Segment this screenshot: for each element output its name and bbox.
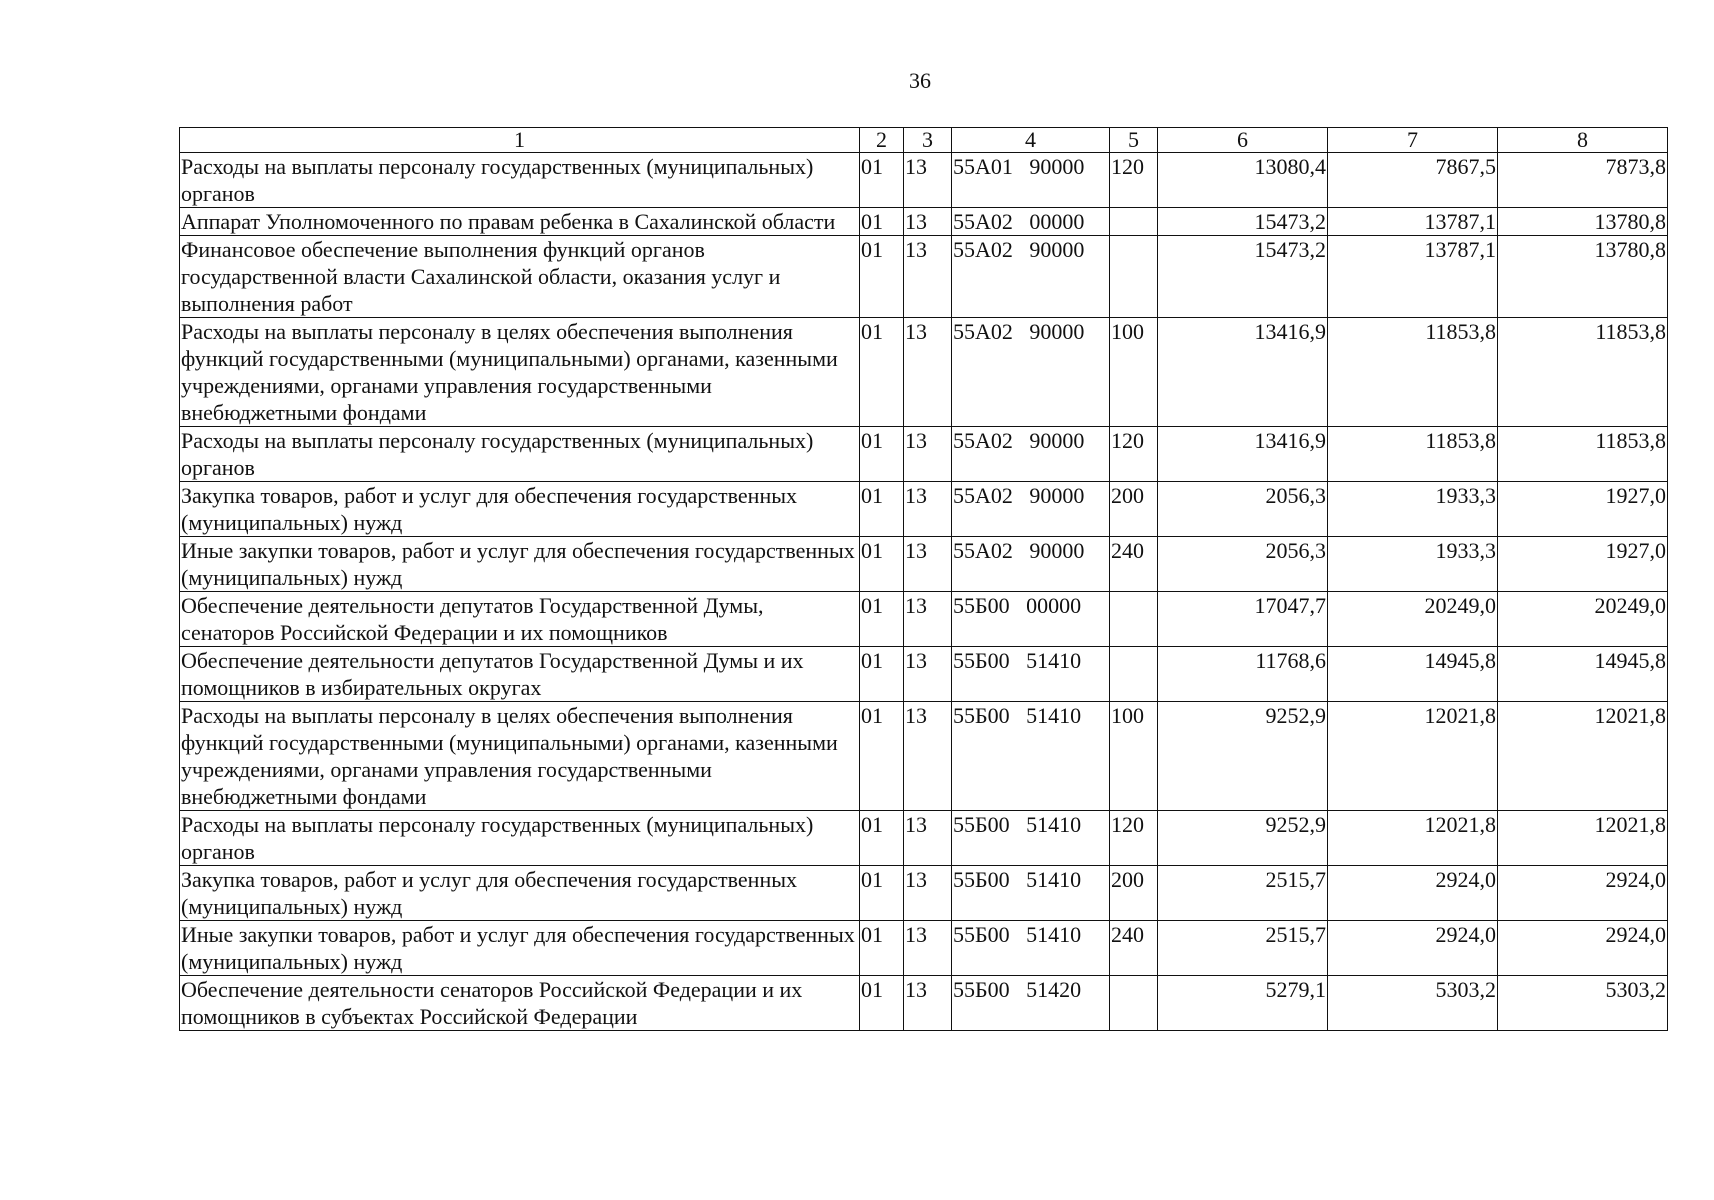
row-value-8: 2924,0 [1498, 921, 1668, 976]
row-rz: 01 [860, 921, 904, 976]
table-row [180, 537, 1668, 592]
row-name: Закупка товаров, работ и услуг для обеспечения государственных (муниципальных) нужд [180, 866, 860, 921]
row-value-8: 11853,8 [1498, 318, 1668, 427]
row-prz: 13 [904, 866, 952, 921]
row-csr: 55А02 90000 [952, 236, 1110, 318]
row-value-8: 12021,8 [1498, 811, 1668, 866]
row-value-7: 12021,8 [1328, 811, 1498, 866]
row-name: Расходы на выплаты персоналу в целях обеспечения выполнения функций государственными (муниципальными) органами, казенными учреждениями, органами управления государственными внебюджетными фондами [180, 318, 860, 427]
row-name: Расходы на выплаты персоналу в целях обеспечения выполнения функций государственными (муниципальными) органами, казенными учреждениями, органами управления государственными внебюджетными фондами [180, 702, 860, 811]
row-value-6: 17047,7 [1158, 592, 1328, 647]
row-vr: 100 [1110, 702, 1158, 811]
row-value-8: 12021,8 [1498, 702, 1668, 811]
row-vr: 120 [1110, 811, 1158, 866]
row-value-7: 12021,8 [1328, 702, 1498, 811]
row-value-6: 5279,1 [1158, 976, 1328, 1031]
row-value-7: 7867,5 [1328, 153, 1498, 208]
column-header: 5 [1110, 128, 1158, 153]
row-csr: 55А02 00000 [952, 208, 1110, 236]
table-row [180, 921, 1668, 976]
budget-table [179, 127, 1668, 1031]
row-csr: 55А02 90000 [952, 427, 1110, 482]
row-value-6: 13080,4 [1158, 153, 1328, 208]
row-csr: 55А02 90000 [952, 482, 1110, 537]
row-vr [1110, 647, 1158, 702]
row-value-7: 5303,2 [1328, 976, 1498, 1031]
row-prz: 13 [904, 811, 952, 866]
row-rz: 01 [860, 318, 904, 427]
row-csr: 55А01 90000 [952, 153, 1110, 208]
row-vr: 120 [1110, 153, 1158, 208]
table-row [180, 976, 1668, 1031]
row-value-6: 13416,9 [1158, 318, 1328, 427]
row-value-8: 14945,8 [1498, 647, 1668, 702]
row-prz: 13 [904, 318, 952, 427]
row-value-7: 11853,8 [1328, 318, 1498, 427]
row-value-8: 1927,0 [1498, 482, 1668, 537]
row-name: Закупка товаров, работ и услуг для обеспечения государственных (муниципальных) нужд [180, 482, 860, 537]
page-number: 36 [909, 68, 931, 93]
row-vr: 240 [1110, 921, 1158, 976]
row-value-6: 13416,9 [1158, 427, 1328, 482]
row-rz: 01 [860, 537, 904, 592]
row-prz: 13 [904, 921, 952, 976]
row-vr [1110, 976, 1158, 1031]
table-row [180, 318, 1668, 427]
row-vr: 200 [1110, 866, 1158, 921]
column-header-row [180, 128, 1668, 153]
table-row [180, 482, 1668, 537]
column-header: 4 [952, 128, 1110, 153]
row-prz: 13 [904, 153, 952, 208]
row-value-8: 13780,8 [1498, 208, 1668, 236]
row-rz: 01 [860, 208, 904, 236]
column-header: 6 [1158, 128, 1328, 153]
row-name: Финансовое обеспечение выполнения функций органов государственной власти Сахалинской области, оказания услуг и выполнения работ [180, 236, 860, 318]
row-name: Иные закупки товаров, работ и услуг для обеспечения государственных (муниципальных) нужд [180, 921, 860, 976]
table-row [180, 153, 1668, 208]
row-value-7: 1933,3 [1328, 537, 1498, 592]
row-value-7: 1933,3 [1328, 482, 1498, 537]
table-row [180, 866, 1668, 921]
row-value-6: 9252,9 [1158, 811, 1328, 866]
table-row [180, 236, 1668, 318]
column-header: 3 [904, 128, 952, 153]
row-value-7: 2924,0 [1328, 921, 1498, 976]
row-vr: 240 [1110, 537, 1158, 592]
row-vr [1110, 208, 1158, 236]
row-csr: 55Б00 51410 [952, 811, 1110, 866]
row-vr: 100 [1110, 318, 1158, 427]
row-value-6: 11768,6 [1158, 647, 1328, 702]
row-value-6: 15473,2 [1158, 208, 1328, 236]
row-name: Обеспечение деятельности депутатов Государственной Думы и их помощников в избирательных округах [180, 647, 860, 702]
row-prz: 13 [904, 537, 952, 592]
row-value-6: 15473,2 [1158, 236, 1328, 318]
row-prz: 13 [904, 976, 952, 1031]
row-rz: 01 [860, 647, 904, 702]
row-rz: 01 [860, 236, 904, 318]
row-value-7: 13787,1 [1328, 236, 1498, 318]
row-csr: 55Б00 51410 [952, 702, 1110, 811]
row-csr: 55А02 90000 [952, 537, 1110, 592]
row-csr: 55Б00 51410 [952, 866, 1110, 921]
row-name: Иные закупки товаров, работ и услуг для обеспечения государственных (муниципальных) нужд [180, 537, 860, 592]
column-header: 7 [1328, 128, 1498, 153]
row-value-7: 2924,0 [1328, 866, 1498, 921]
row-value-6: 9252,9 [1158, 702, 1328, 811]
row-rz: 01 [860, 976, 904, 1031]
column-header: 8 [1498, 128, 1668, 153]
row-prz: 13 [904, 427, 952, 482]
row-value-6: 2515,7 [1158, 866, 1328, 921]
table-row [180, 427, 1668, 482]
row-prz: 13 [904, 647, 952, 702]
row-value-8: 1927,0 [1498, 537, 1668, 592]
row-name: Расходы на выплаты персоналу государственных (муниципальных) органов [180, 153, 860, 208]
row-csr: 55Б00 51420 [952, 976, 1110, 1031]
row-prz: 13 [904, 702, 952, 811]
row-name: Обеспечение деятельности депутатов Государственной Думы, сенаторов Российской Федерации и их помощников [180, 592, 860, 647]
row-vr: 120 [1110, 427, 1158, 482]
row-csr: 55Б00 51410 [952, 647, 1110, 702]
row-name: Расходы на выплаты персоналу государственных (муниципальных) органов [180, 811, 860, 866]
table-row [180, 702, 1668, 811]
row-value-7: 20249,0 [1328, 592, 1498, 647]
table-row [180, 647, 1668, 702]
row-csr: 55Б00 00000 [952, 592, 1110, 647]
row-prz: 13 [904, 236, 952, 318]
row-value-8: 5303,2 [1498, 976, 1668, 1031]
table-row [180, 811, 1668, 866]
row-value-7: 11853,8 [1328, 427, 1498, 482]
row-rz: 01 [860, 811, 904, 866]
row-name: Обеспечение деятельности сенаторов Российской Федерации и их помощников в субъектах Российской Федерации [180, 976, 860, 1031]
row-rz: 01 [860, 592, 904, 647]
row-vr: 200 [1110, 482, 1158, 537]
row-value-8: 13780,8 [1498, 236, 1668, 318]
row-value-6: 2056,3 [1158, 537, 1328, 592]
row-name: Аппарат Уполномоченного по правам ребенка в Сахалинской области [180, 208, 860, 236]
row-prz: 13 [904, 592, 952, 647]
row-value-8: 20249,0 [1498, 592, 1668, 647]
row-value-6: 2515,7 [1158, 921, 1328, 976]
row-rz: 01 [860, 866, 904, 921]
row-rz: 01 [860, 482, 904, 537]
row-value-8: 7873,8 [1498, 153, 1668, 208]
column-header: 1 [180, 128, 860, 153]
row-rz: 01 [860, 702, 904, 811]
row-vr [1110, 592, 1158, 647]
row-prz: 13 [904, 208, 952, 236]
row-vr [1110, 236, 1158, 318]
row-value-6: 2056,3 [1158, 482, 1328, 537]
row-value-7: 13787,1 [1328, 208, 1498, 236]
row-rz: 01 [860, 153, 904, 208]
row-rz: 01 [860, 427, 904, 482]
row-value-7: 14945,8 [1328, 647, 1498, 702]
row-name: Расходы на выплаты персоналу государственных (муниципальных) органов [180, 427, 860, 482]
table-row [180, 208, 1668, 236]
table-row [180, 592, 1668, 647]
row-prz: 13 [904, 482, 952, 537]
row-csr: 55А02 90000 [952, 318, 1110, 427]
column-header: 2 [860, 128, 904, 153]
row-csr: 55Б00 51410 [952, 921, 1110, 976]
row-value-8: 2924,0 [1498, 866, 1668, 921]
row-value-8: 11853,8 [1498, 427, 1668, 482]
